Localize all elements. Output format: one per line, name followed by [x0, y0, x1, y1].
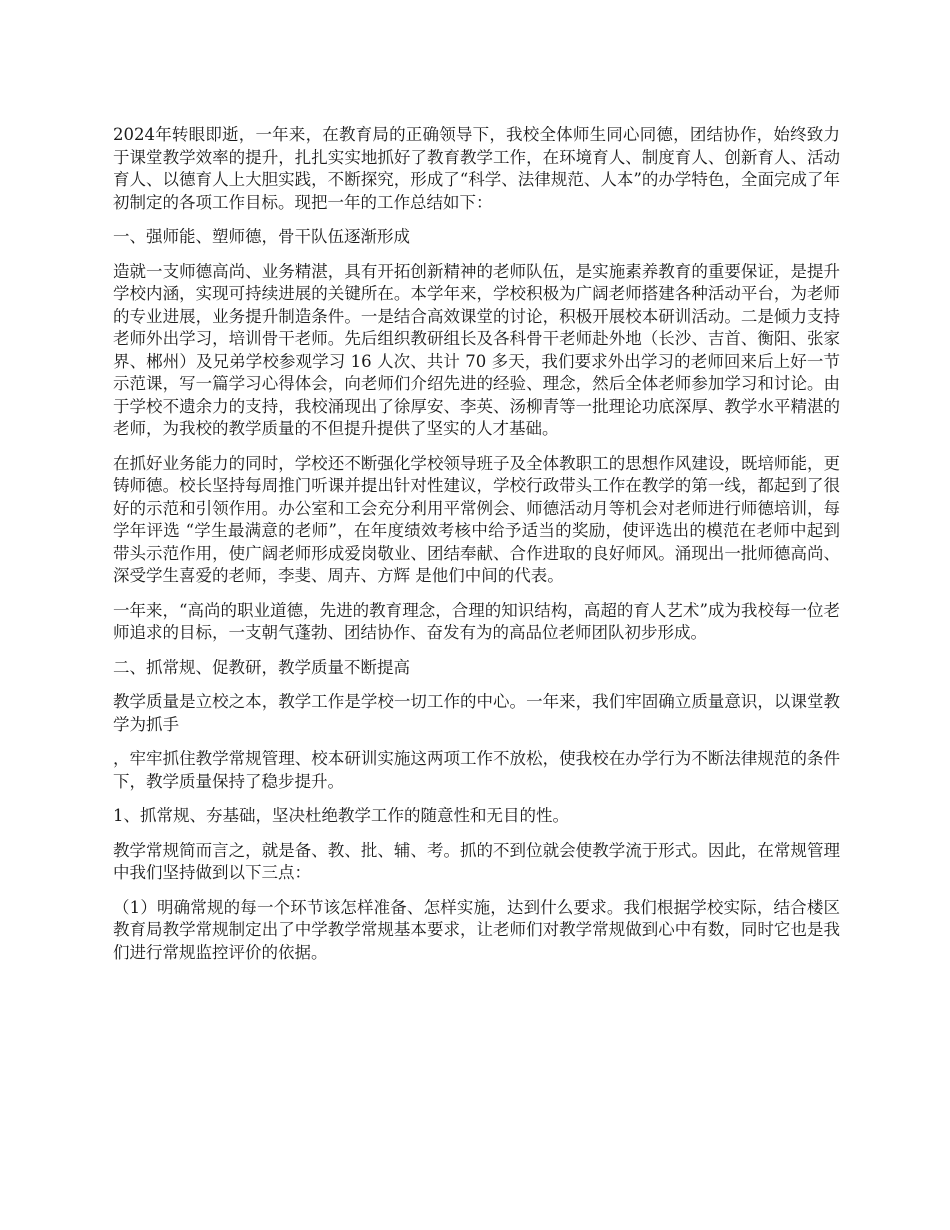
body-paragraph: 在抓好业务能力的同时，学校还不断强化学校领导班子及全体教职工的思想作风建设，既培师能，更铸师德。校长坚持每周推门听课并提出针对性建议，学校行政带头工作在教学的第一线，都起到了很好的示范和引领作用。办公室和工会充分利用平常例会、师德活动月等机会对老师进行师德培训，每学年评选 “学生最满意的老师”，在年度绩效考核中给予适当的奖励，使评选出的模范在老师中起到带头示范作用，使广阔老师形成爱岗敬业、团结奉献、合作进取的良好师风。涌现出一批师德高尚、深受学生喜爱的老师，李斐、周卉、方辉 是他们中间的代表。: [113, 453, 840, 585]
section-heading-2: 二、抓常规、促教研，教学质量不断提高: [113, 657, 410, 677]
subsection-heading-1: 1、抓常规、夯基础，坚决杜绝教学工作的随意性和无目的性。: [113, 806, 569, 825]
intro-paragraph: 2024年转眼即逝，一年来，在教育局的正确领导下，我校全体师生同心同德，团结协作，始终致力于课堂教学效率的提升，扎扎实实地抓好了教育教学工作，在环境育人、制度育人、创新育人、活动育人、以德育人上大胆实践，不断探究，形成了“科学、法律规范、人本”的办学特色，全面完成了年初制定的各项工作目标。现把一年的工作总结如下：: [113, 125, 840, 212]
body-paragraph: 教学常规简而言之，就是备、教、批、辅、考。抓的不到位就会使教学流于形式。因此，在常规管理中我们坚持做到以下三点：: [113, 840, 840, 882]
document-body: [113, 124, 840, 976]
section-heading-1: 一、强师能、塑师德，骨干队伍逐渐形成: [113, 227, 410, 246]
body-paragraph: 造就一支师德高尚、业务精湛，具有开拓创新精神的老师队伍，是实施素养教育的重要保证，是提升学校内涵，实现可持续进展的关键所在。本学年来，学校积极为广阔老师搭建各种活动平台，为老师的专业进展，业务提升制造条件。一是结合高效课堂的讨论，积极开展校本研训活动。二是倾力支持老师外出学习，培训骨干老师。先后组织教研组长及各科骨干老师赴外地（长沙、吉首、衡阳、张家界、郴州）及兄弟学校参观学习 16 人次、共计 70 多天，我们要求外出学习的老师回来后上好一节示范课，写一篇学习心得体会，向老师们介绍先进的经验、理念，然后全体老师参加学习和讨论。由于学校不遗余力的支持，我校涌现出了徐厚安、李英、汤柳青等一批理论功底深厚、教学水平精湛的老师，为我校的教学质量的不但提升提供了坚实的人才基础。: [113, 261, 840, 438]
body-paragraph: （1）明确常规的每一个环节该怎样准备、怎样实施，达到什么要求。我们根据学校实际，结合楼区教育局教学常规制定出了中学教学常规基本要求，让老师们对教学常规做到心中有数，同时它也是我们进行常规监控评价的依据。: [113, 897, 840, 962]
body-paragraph: 一年来，“高尚的职业道德，先进的教育理念，合理的知识结构，高超的育人艺术”成为我校每一位老师追求的目标，一支朝气蓬勃、团结协作、奋发有为的高品位老师团队初步形成。: [113, 600, 840, 642]
body-paragraph: 教学质量是立校之本，教学工作是学校一切工作的中心。一年来，我们牢固确立质量意识，以课堂教学为抓手: [113, 692, 840, 734]
body-paragraph: ，牢牢抓住教学常规管理、校本研训实施这两项工作不放松，使我校在办学行为不断法律规范的条件下，教学质量保持了稳步提升。: [113, 749, 840, 791]
